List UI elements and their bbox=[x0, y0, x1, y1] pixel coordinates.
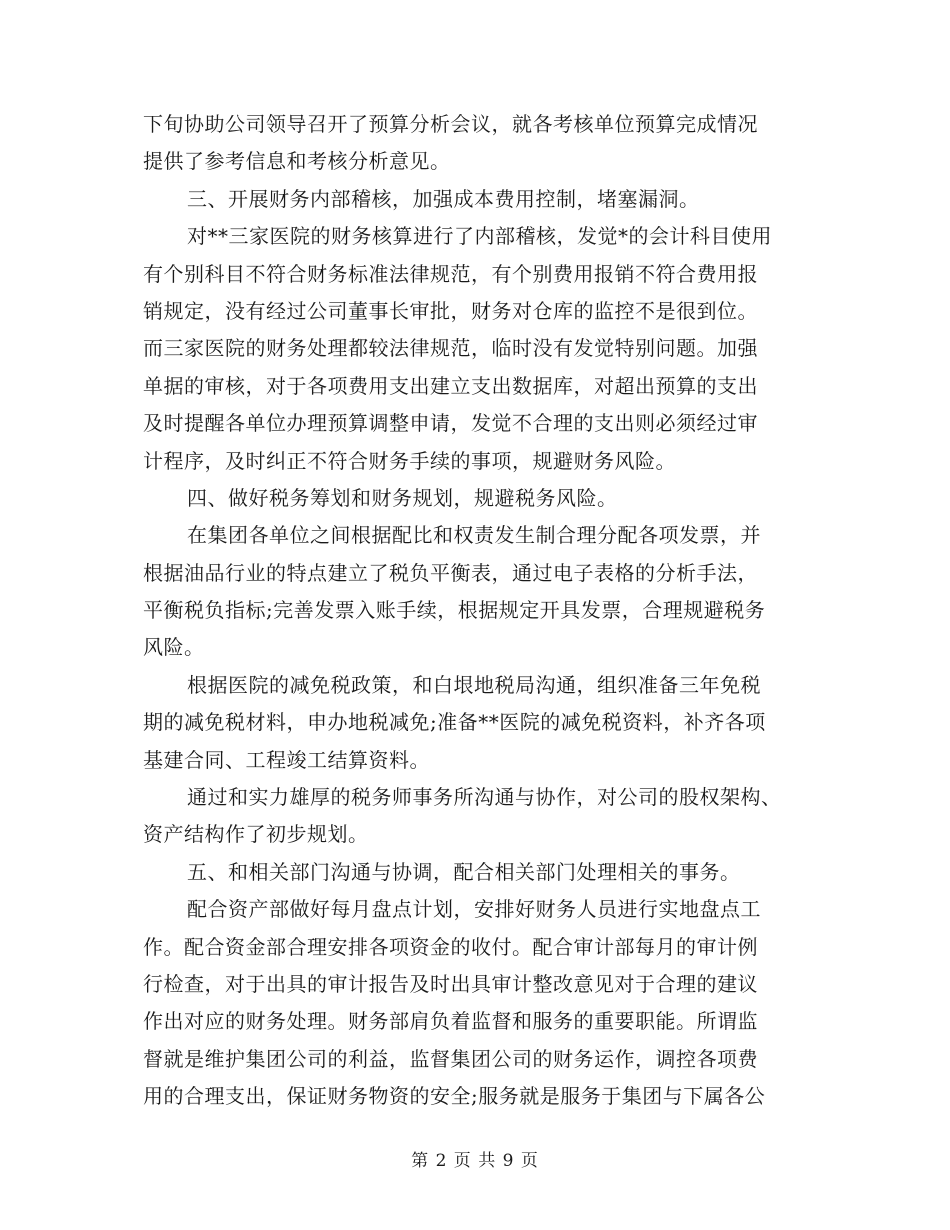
text-line: 作出对应的财务处理。财务部肩负着监督和服务的重要职能。所谓监 bbox=[143, 1009, 758, 1034]
text-line: 基建合同、工程竣工结算资料。 bbox=[143, 747, 430, 772]
text-line: 通过和实力雄厚的税务师事务所沟通与协作，对公司的股权架构、 bbox=[187, 785, 782, 810]
section-heading: 五、和相关部门沟通与协调，配合相关部门处理相关的事务。 bbox=[187, 859, 741, 884]
text-line: 根据油品行业的特点建立了税负平衡表，通过电子表格的分析手法， bbox=[143, 560, 758, 585]
text-line: 配合资产部做好每月盘点计划，安排好财务人员进行实地盘点工 bbox=[187, 897, 761, 922]
text-line: 资产结构作了初步规划。 bbox=[143, 822, 369, 847]
text-line: 对**三家医院的财务核算进行了内部稽核，发觉*的会计科目使用 bbox=[187, 224, 772, 249]
text-line: 期的减免税材料，申办地税减免;准备**医院的减免税资料，补齐各项 bbox=[143, 710, 766, 735]
text-line: 行检查，对于出具的审计报告及时出具审计整改意见对于合理的建议 bbox=[143, 971, 758, 996]
section-heading: 四、做好税务筹划和财务规划，规避税务风险。 bbox=[187, 485, 618, 510]
text-line: 平衡税负指标;完善发票入账手续，根据规定开具发票，合理规避税务 bbox=[143, 598, 766, 623]
text-line: 下旬协助公司领导召开了预算分析会议，就各考核单位预算完成情况 bbox=[143, 112, 758, 136]
text-line: 计程序，及时纠正不符合财务手续的事项，规避财务风险。 bbox=[143, 448, 676, 473]
text-line: 单据的审核，对于各项费用支出建立支出数据库，对超出预算的支出 bbox=[143, 373, 758, 398]
text-line: 而三家医院的财务处理都较法律规范，临时没有发觉特别问题。加强 bbox=[143, 336, 758, 361]
text-line: 销规定，没有经过公司董事长审批，财务对仓库的监控不是很到位。 bbox=[143, 298, 758, 323]
text-line: 作。配合资金部合理安排各项资金的收付。配合审计部每月的审计例 bbox=[143, 934, 758, 959]
text-line: 在集团各单位之间根据配比和权责发生制合理分配各项发票，并 bbox=[187, 523, 761, 548]
text-line: 及时提醒各单位办理预算调整申请，发觉不合理的支出则必须经过审 bbox=[143, 411, 758, 436]
page-number-footer: 第 2 页 共 9 页 bbox=[411, 1151, 539, 1171]
document-body bbox=[143, 106, 807, 1116]
text-line: 提供了参考信息和考核分析意见。 bbox=[143, 149, 451, 174]
text-line: 风险。 bbox=[143, 635, 205, 660]
text-line: 根据医院的减免税政策，和白垠地税局沟通，组织准备三年免税 bbox=[187, 672, 761, 697]
text-line: 有个别科目不符合财务标准法律规范，有个别费用报销不符合费用报 bbox=[143, 261, 758, 286]
text-line: 用的合理支出，保证财务物资的安全;服务就是服务于集团与下属各公 bbox=[143, 1084, 766, 1109]
section-heading: 三、开展财务内部稽核，加强成本费用控制，堵塞漏洞。 bbox=[187, 186, 700, 211]
text-line: 督就是维护集团公司的利益，监督集团公司的财务运作，调控各项费 bbox=[143, 1046, 758, 1071]
